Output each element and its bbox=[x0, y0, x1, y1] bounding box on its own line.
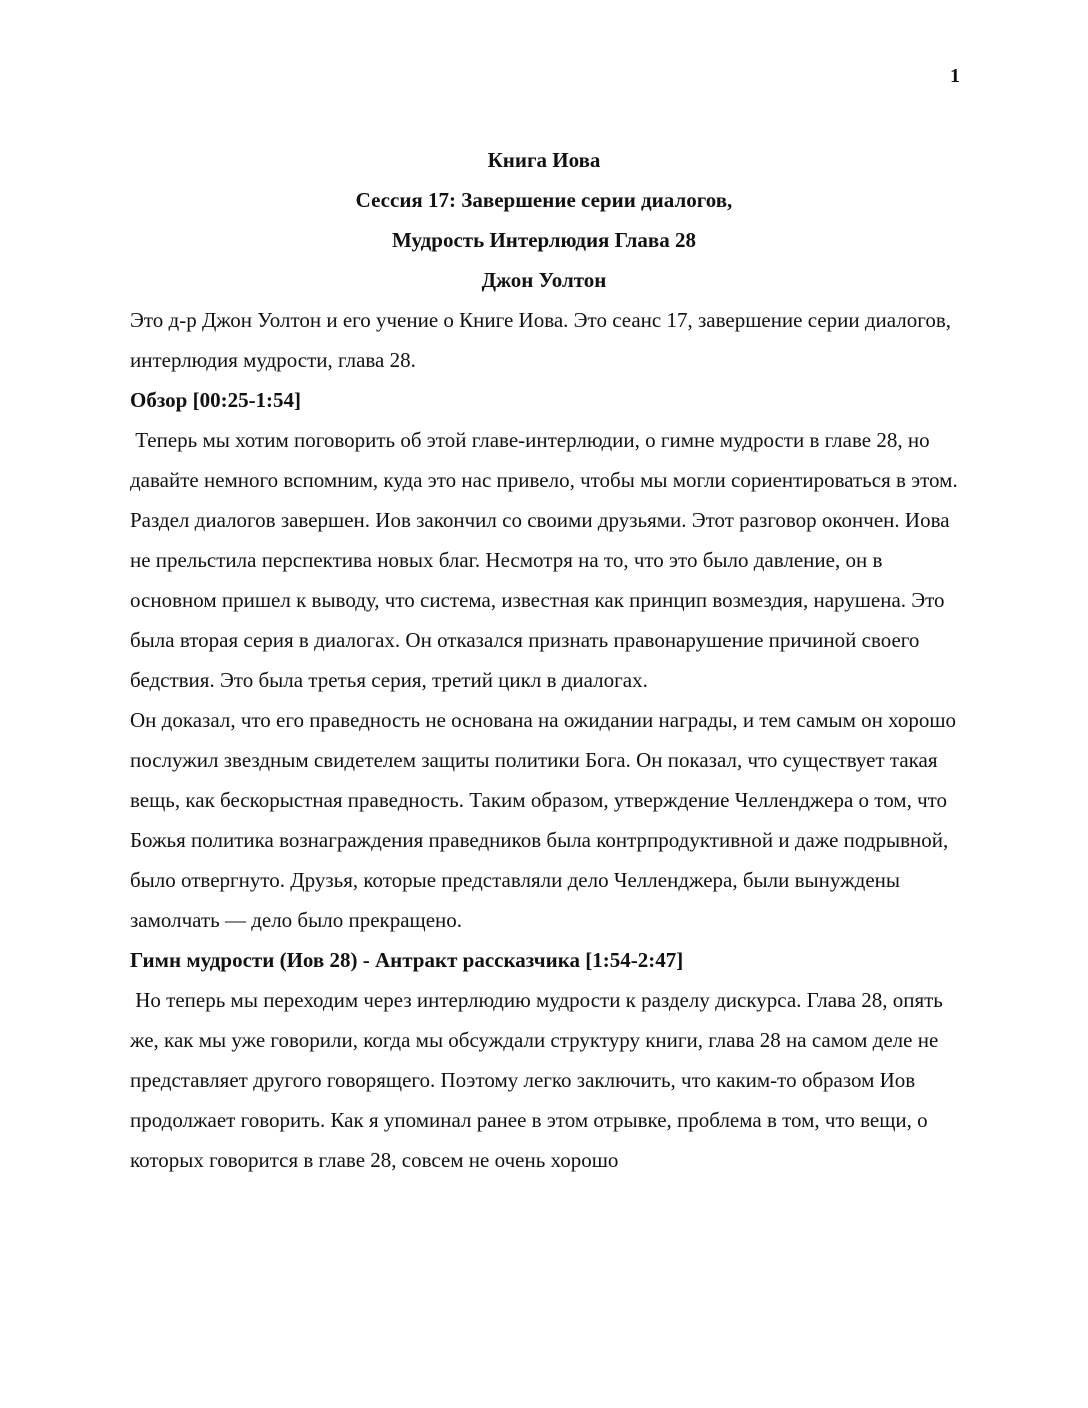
paragraph-overview-1: Теперь мы хотим поговорить об этой главе-интерлюдии, о гимне мудрости в главе 28, но давайте немного вспомним, куда это нас привело, чтобы мы могли сориентироваться в этом. Раздел диалогов завершен. Иов закончил со своими друзьями. Этот разговор окончен. Иова не прельстила перспектива новых благ. Несмотря на то, что это было давление, он в основном пришел к выводу, что система, известная как принцип возмездия, нарушена. Это была вторая серия в диалогах. Он отказался признать правонарушение причиной своего бедствия. Это была третья серия, третий цикл в диалогах. bbox=[130, 428, 963, 692]
document-title-line: Мудрость Интерлюдия Глава 28 bbox=[391, 228, 697, 252]
paragraph-intro: Это д-р Джон Уолтон и его учение о Книге Иова. Это сеанс 17, завершение серии диалогов, интерлюдия мудрости, глава 28. bbox=[130, 308, 957, 372]
section-heading-overview: Обзор [00:25-1:54] bbox=[130, 388, 302, 412]
paragraph-wisdom-hymn-1: Но теперь мы переходим через интерлюдию мудрости к разделу дискурса. Глава 28, опять же, как мы уже говорили, когда мы обсуждали структуру книги, глава 28 на самом деле не представляет другого говорящего. Поэтому легко заключить, что каким-то образом Иов продолжает говорить. Как я упоминал ранее в этом отрывке, проблема в том, что вещи, о которых говорится в главе 28, совсем не очень хорошо bbox=[130, 988, 949, 1172]
document-title-line: Сессия 17: Завершение серии диалогов, bbox=[355, 188, 733, 212]
document-title-block bbox=[130, 140, 958, 300]
page-number: 1 bbox=[950, 65, 960, 87]
section-heading-wisdom-hymn: Гимн мудрости (Иов 28) - Антракт рассказчика [1:54-2:47] bbox=[130, 948, 684, 972]
paragraph-overview-2: Он доказал, что его праведность не основана на ожидании награды, и тем самым он хорошо послужил звездным свидетелем защиты политики Бога. Он показал, что существует такая вещь, как бескорыстная праведность. Таким образом, утверждение Челленджера о том, что Божья политика вознаграждения праведников была контрпродуктивной и даже подрывной, было отвергнуто. Друзья, которые представляли дело Челленджера, были вынуждены замолчать — дело было прекращено. bbox=[130, 708, 962, 932]
document-author-line: Джон Уолтон bbox=[481, 268, 607, 292]
document-title-line: Книга Иова bbox=[487, 148, 601, 172]
document-content bbox=[130, 140, 963, 1180]
